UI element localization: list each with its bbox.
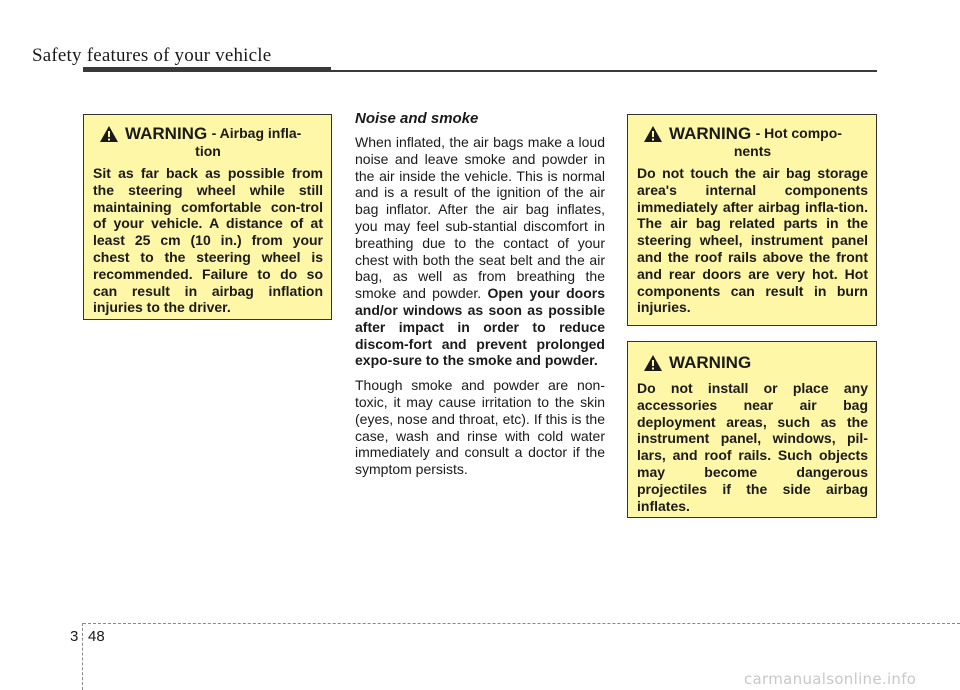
paragraph-1 [355, 134, 605, 369]
section-title: Safety features of your vehicle [32, 45, 272, 66]
warning-triangle-icon [643, 125, 663, 143]
section-heading: Noise and smoke [355, 110, 479, 127]
warning-box-airbag-inflation [83, 114, 332, 320]
warning-label: WARNING [125, 124, 208, 143]
footer-vertical-divider [82, 623, 83, 690]
warning-body: Do not touch the air bag storage area's internal components immediately after airbag infla-tion. The air bag related parts in the steering wheel, instrument panel and the roof rails above the front and rear doors are very hot. Hot components can result in burn injuries. [637, 165, 868, 316]
warning-header [637, 125, 868, 143]
paragraph-1-emphasis: Open your doors and/or windows as soon as possible after impact in order to reduce discom-fort and prevent prolonged expo-sure to the smoke and powder. [355, 285, 606, 369]
header-bar-thick [83, 67, 331, 72]
warning-subject-continued: nents [733, 143, 772, 159]
paragraph-1-normal: When inflated, the air bags make a loud noise and leave smoke and powder in the air inside the vehicle. This is normal and is a result of the ignition of the air bag inflator. After the air bag inflates, you may feel sub-stantial discomfort in breathing due to the contact of your chest with both the seat belt and the air bag, as well as from breathing the smoke and powder. [355, 134, 605, 302]
warning-subject: - Hot compo- [755, 125, 842, 141]
warning-label: WARNING [669, 124, 752, 143]
paragraph-2: Though smoke and powder are non-toxic, it may cause irritation to the skin (eyes, nose and throat, etc). If this is the case, wash and rinse with cold water immediately and consult a doctor if the symptom persists. [355, 377, 605, 478]
page-number: 48 [88, 628, 105, 645]
warning-subject-continued: tion [195, 143, 221, 159]
warning-header [637, 354, 868, 372]
warning-box-accessories [627, 341, 877, 518]
warning-triangle-icon [99, 125, 119, 143]
watermark: carmanualsonline.info [744, 670, 917, 688]
warning-box-hot-components [627, 114, 877, 326]
warning-body: Do not install or place any accessories near air bag deployment areas, such as the instrument panel, windows, pil-lars, and roof rails. Such objects may become dangerous projectiles if the side airbag inflates. [637, 380, 868, 514]
noise-and-smoke-section [355, 110, 605, 486]
header-bar-thin [331, 70, 877, 72]
warning-triangle-icon [643, 354, 663, 372]
warning-header [93, 125, 323, 143]
warning-subject: - Airbag infla- [211, 125, 302, 141]
warning-body: Sit as far back as possible from the steering wheel while still maintaining comfortable con-trol of your vehicle. A distance of at least 25 cm (10 in.) from your chest to the steering wheel is recommended. Failure to do so can result in airbag inflation injuries to the driver. [93, 165, 323, 316]
chapter-number: 3 [70, 628, 79, 645]
footer-divider [83, 623, 960, 624]
warning-label: WARNING [669, 353, 752, 372]
